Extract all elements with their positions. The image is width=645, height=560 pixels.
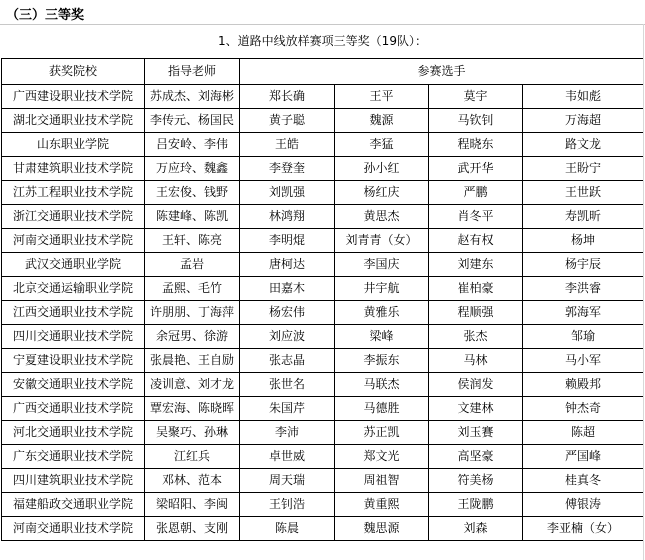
cell-player: 韦如彪 bbox=[523, 85, 644, 109]
table-body bbox=[2, 85, 644, 541]
table-row bbox=[2, 229, 644, 253]
cell-player: 黄子聪 bbox=[240, 109, 335, 133]
cell-player: 杨红庆 bbox=[335, 181, 429, 205]
cell-player: 王世跃 bbox=[523, 181, 644, 205]
cell-player: 黄重熙 bbox=[335, 493, 429, 517]
cell-player: 桂真冬 bbox=[523, 469, 644, 493]
cell-player: 莫宇 bbox=[429, 85, 523, 109]
cell-player: 王陇鹏 bbox=[429, 493, 523, 517]
subtitle: 1、道路中线放样赛项三等奖（19队）： bbox=[218, 34, 427, 48]
table-row bbox=[2, 109, 644, 133]
cell-player: 马小军 bbox=[523, 349, 644, 373]
header-players: 参赛选手 bbox=[240, 59, 644, 85]
cell-player: 张世名 bbox=[240, 373, 335, 397]
cell-player: 高坚豪 bbox=[429, 445, 523, 469]
cell-teacher: 凌训意、刘才龙 bbox=[145, 373, 240, 397]
cell-teacher: 梁昭阳、李闽 bbox=[145, 493, 240, 517]
cell-teacher: 李传元、杨国民 bbox=[145, 109, 240, 133]
cell-player: 刘森 bbox=[429, 517, 523, 541]
cell-teacher: 万应玲、魏鑫 bbox=[145, 157, 240, 181]
cell-player: 程顺强 bbox=[429, 301, 523, 325]
cell-player: 陈超 bbox=[523, 421, 644, 445]
cell-player: 刘玉賽 bbox=[429, 421, 523, 445]
header-teacher: 指导老师 bbox=[145, 59, 240, 85]
cell-player: 李亚楠（女） bbox=[523, 517, 644, 541]
table-row bbox=[2, 517, 644, 541]
section-title: （三）三等奖 bbox=[6, 8, 85, 23]
cell-school: 山东职业学院 bbox=[2, 133, 145, 157]
cell-player: 郑文光 bbox=[335, 445, 429, 469]
cell-player: 李国庆 bbox=[335, 253, 429, 277]
cell-player: 黄雅乐 bbox=[335, 301, 429, 325]
cell-school: 广东交通职业技术学院 bbox=[2, 445, 145, 469]
table-row bbox=[2, 445, 644, 469]
table-row bbox=[2, 205, 644, 229]
cell-player: 傅银涛 bbox=[523, 493, 644, 517]
table-header-row bbox=[2, 59, 644, 85]
cell-player: 唐柯达 bbox=[240, 253, 335, 277]
cell-player: 郑长确 bbox=[240, 85, 335, 109]
cell-player: 万海超 bbox=[523, 109, 644, 133]
cell-teacher: 覃宏海、陈晓晖 bbox=[145, 397, 240, 421]
cell-player: 李洪睿 bbox=[523, 277, 644, 301]
table-row bbox=[2, 325, 644, 349]
cell-player: 周天瑞 bbox=[240, 469, 335, 493]
cell-player: 卓世威 bbox=[240, 445, 335, 469]
cell-school: 宁夏建设职业技术学院 bbox=[2, 349, 145, 373]
cell-school: 湖北交通职业技术学院 bbox=[2, 109, 145, 133]
cell-player: 魏源 bbox=[335, 109, 429, 133]
cell-teacher: 张恩朝、支刚 bbox=[145, 517, 240, 541]
cell-player: 李明焜 bbox=[240, 229, 335, 253]
cell-player: 严国峰 bbox=[523, 445, 644, 469]
table-row bbox=[2, 301, 644, 325]
cell-player: 邹瑜 bbox=[523, 325, 644, 349]
cell-player: 刘建东 bbox=[429, 253, 523, 277]
cell-teacher: 王宏俊、钱野 bbox=[145, 181, 240, 205]
cell-player: 李猛 bbox=[335, 133, 429, 157]
awards-table bbox=[1, 58, 644, 541]
cell-player: 马德胜 bbox=[335, 397, 429, 421]
cell-player: 王皓 bbox=[240, 133, 335, 157]
cell-teacher: 王轩、陈亮 bbox=[145, 229, 240, 253]
cell-player: 程晓东 bbox=[429, 133, 523, 157]
cell-school: 北京交通运输职业学院 bbox=[2, 277, 145, 301]
cell-player: 严鹏 bbox=[429, 181, 523, 205]
cell-school: 四川建筑职业技术学院 bbox=[2, 469, 145, 493]
cell-teacher: 余冠男、徐游 bbox=[145, 325, 240, 349]
table-row bbox=[2, 493, 644, 517]
cell-player: 马钦钊 bbox=[429, 109, 523, 133]
cell-player: 李登奎 bbox=[240, 157, 335, 181]
cell-player: 路文龙 bbox=[523, 133, 644, 157]
cell-player: 侯润发 bbox=[429, 373, 523, 397]
cell-player: 林鸿翔 bbox=[240, 205, 335, 229]
cell-player: 刘应波 bbox=[240, 325, 335, 349]
cell-player: 赵有权 bbox=[429, 229, 523, 253]
cell-school: 江苏工程职业技术学院 bbox=[2, 181, 145, 205]
table-row bbox=[2, 373, 644, 397]
cell-player: 张杰 bbox=[429, 325, 523, 349]
cell-teacher: 陈建峰、陈凯 bbox=[145, 205, 240, 229]
cell-player: 朱国芹 bbox=[240, 397, 335, 421]
table-row bbox=[2, 253, 644, 277]
cell-player: 李沛 bbox=[240, 421, 335, 445]
divider bbox=[0, 24, 645, 25]
table-row bbox=[2, 469, 644, 493]
cell-player: 肖冬平 bbox=[429, 205, 523, 229]
cell-player: 杨宏伟 bbox=[240, 301, 335, 325]
cell-player: 马联杰 bbox=[335, 373, 429, 397]
cell-player: 刘凯强 bbox=[240, 181, 335, 205]
cell-player: 文建林 bbox=[429, 397, 523, 421]
cell-school: 甘肃建筑职业技术学院 bbox=[2, 157, 145, 181]
cell-player: 田嘉木 bbox=[240, 277, 335, 301]
cell-player: 赖殿邦 bbox=[523, 373, 644, 397]
cell-player: 马林 bbox=[429, 349, 523, 373]
cell-player: 郭海军 bbox=[523, 301, 644, 325]
cell-player: 苏正凯 bbox=[335, 421, 429, 445]
cell-player: 井宇航 bbox=[335, 277, 429, 301]
table-row bbox=[2, 397, 644, 421]
cell-teacher: 吕安岭、李伟 bbox=[145, 133, 240, 157]
cell-school: 福建船政交通职业学院 bbox=[2, 493, 145, 517]
table-row bbox=[2, 181, 644, 205]
cell-teacher: 邓林、范本 bbox=[145, 469, 240, 493]
table-row bbox=[2, 157, 644, 181]
cell-player: 周祖智 bbox=[335, 469, 429, 493]
table-row bbox=[2, 85, 644, 109]
cell-player: 王平 bbox=[335, 85, 429, 109]
cell-player: 黄思杰 bbox=[335, 205, 429, 229]
cell-school: 四川交通职业技术学院 bbox=[2, 325, 145, 349]
cell-teacher: 吴聚巧、孙琳 bbox=[145, 421, 240, 445]
cell-school: 河北交通职业技术学院 bbox=[2, 421, 145, 445]
cell-school: 广西交通职业技术学院 bbox=[2, 397, 145, 421]
cell-teacher: 张晨艳、王自励 bbox=[145, 349, 240, 373]
cell-player: 崔柏豪 bbox=[429, 277, 523, 301]
cell-player: 魏思源 bbox=[335, 517, 429, 541]
cell-teacher: 孟熙、毛竹 bbox=[145, 277, 240, 301]
table-row bbox=[2, 277, 644, 301]
cell-player: 符美杨 bbox=[429, 469, 523, 493]
cell-player: 孙小红 bbox=[335, 157, 429, 181]
cell-school: 浙江交通职业技术学院 bbox=[2, 205, 145, 229]
cell-teacher: 苏成杰、刘海彬 bbox=[145, 85, 240, 109]
cell-player: 杨宇辰 bbox=[523, 253, 644, 277]
cell-player: 王钊浩 bbox=[240, 493, 335, 517]
cell-school: 河南交通职业技术学院 bbox=[2, 229, 145, 253]
cell-player: 寿凯昕 bbox=[523, 205, 644, 229]
cell-teacher: 孟岩 bbox=[145, 253, 240, 277]
cell-player: 武开华 bbox=[429, 157, 523, 181]
table-row bbox=[2, 421, 644, 445]
sheet-gridline bbox=[643, 24, 644, 560]
cell-player: 钟杰奇 bbox=[523, 397, 644, 421]
cell-player: 杨坤 bbox=[523, 229, 644, 253]
table-row bbox=[2, 133, 644, 157]
cell-player: 梁峰 bbox=[335, 325, 429, 349]
cell-school: 江西交通职业技术学院 bbox=[2, 301, 145, 325]
cell-player: 李振东 bbox=[335, 349, 429, 373]
cell-school: 河南交通职业技术学院 bbox=[2, 517, 145, 541]
cell-school: 安徽交通职业技术学院 bbox=[2, 373, 145, 397]
cell-player: 王盼宁 bbox=[523, 157, 644, 181]
cell-teacher: 江红兵 bbox=[145, 445, 240, 469]
cell-player: 张志晶 bbox=[240, 349, 335, 373]
cell-player: 陈晨 bbox=[240, 517, 335, 541]
cell-player: 刘青青（女） bbox=[335, 229, 429, 253]
cell-teacher: 许朋朋、丁海萍 bbox=[145, 301, 240, 325]
cell-school: 广西建设职业技术学院 bbox=[2, 85, 145, 109]
cell-school: 武汉交通职业学院 bbox=[2, 253, 145, 277]
header-school: 获奖院校 bbox=[2, 59, 145, 85]
table-row bbox=[2, 349, 644, 373]
